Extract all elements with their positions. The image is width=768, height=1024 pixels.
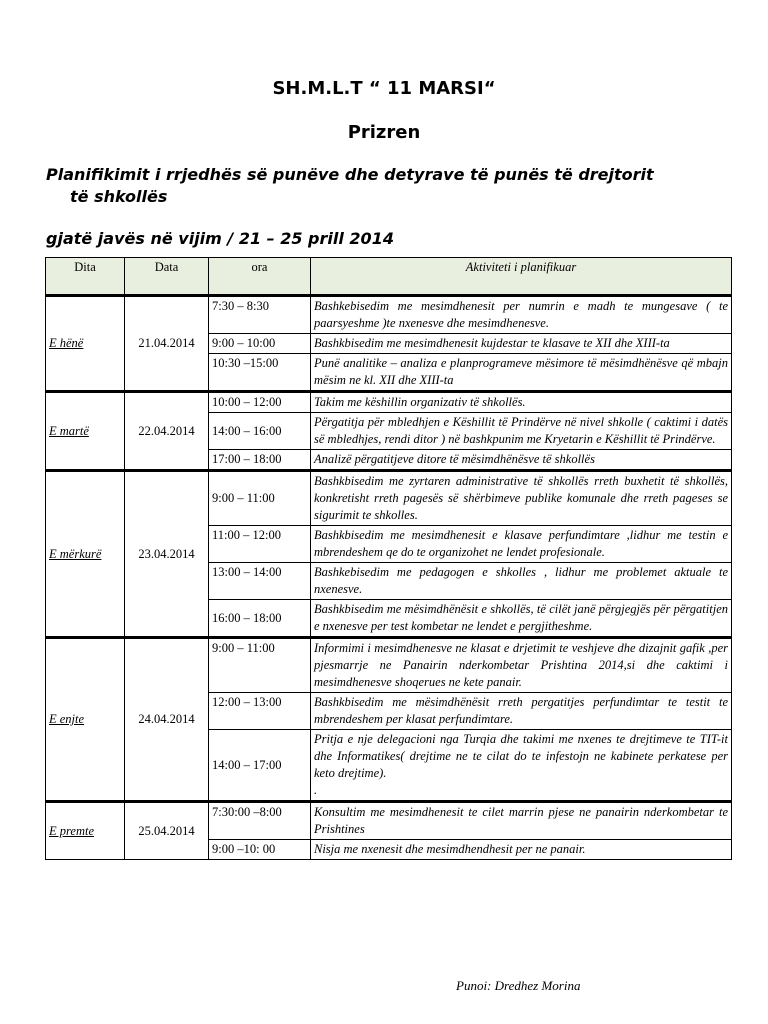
time-cell: 9:00 – 10:00 <box>209 334 311 354</box>
activity-cell <box>311 730 732 802</box>
time-cell: 13:00 – 14:00 <box>209 563 311 600</box>
time-cell: 14:00 – 16:00 <box>209 413 311 450</box>
activity-cell: Informimi i mesimdhenesve ne klasat e drjetimit te veshjeve dhe dizajnit gafik ,per pjesmarrje ne Panairin nderkombetar Prishtina 2014,si dhe caktimi i mesimdhenesve shoqerues ne kete panair. <box>311 638 732 693</box>
activity-text: Pritja e nje delegacioni nga Turqia dhe takimi me nxenes te drejtimeve te TIT-it dhe Informatikes( drejtime ne te cilat do te infestojn ne kabinete perkatese per keto drejtime). <box>314 732 728 780</box>
activity-cell: Bashkebisedim me pedagogen e shkolles , lidhur me problemet aktuale te nxenesve. <box>311 563 732 600</box>
city-title: Prizren <box>347 122 421 143</box>
activity-cell: Përgatitja për mbledhjen e Këshillit të Prindërve në nivel shkolle ( caktimi i datës së mbledhjes, rendi ditor ) në bashkpunim me Kryetarin e Këshillit të Prindërve. <box>311 413 732 450</box>
time-cell: 16:00 – 18:00 <box>209 600 311 638</box>
schedule-table <box>45 257 732 860</box>
activity-cell: Bashkebisedim me mesimdhenesit per numrin e madh te mungesave ( te paarsyeshme )te nxenesve dhe mesimdhenesve. <box>311 296 732 334</box>
activity-cell: Bashkbisedim me mësimdhënësit e shkollës, të cilët janë përgjegjës për përgatitjen e nxenesve per test kombetar ne lendet e pergjitheshme. <box>311 600 732 638</box>
day-cell: E premte <box>46 802 125 860</box>
activity-cell: Konsultim me mesimdhenesit te cilet marrin pjese ne panairin nderkombetar te Prishtines <box>311 802 732 840</box>
time-cell: 10:00 – 12:00 <box>209 392 311 413</box>
time-cell: 9:00 –10: 00 <box>209 840 311 860</box>
time-cell: 12:00 – 13:00 <box>209 693 311 730</box>
activity-cell: Bashkbisedim me mesimdhenesit e klasave perfundimtare ,lidhur me testin e mbrendeshem qe do te organizohet ne lendet profesionale. <box>311 526 732 563</box>
time-cell: 7:30:00 –8:00 <box>209 802 311 840</box>
time-cell: 14:00 – 17:00 <box>209 730 311 802</box>
day-cell: E hënë <box>46 296 125 392</box>
activity-cell: Analizë përgatitjeve ditore të mësimdhënësve të shkollës <box>311 450 732 471</box>
week-heading: gjatë javës në vijim / 21 – 25 prill 2014 <box>46 229 394 248</box>
activity-cell: Bashkbisedim me mësimdhënësit rreth pergatitjes perfundimtar te testit te mbrendeshem per klasat perfundimtare. <box>311 693 732 730</box>
plan-heading-line1: Planifikimit i rrjedhës së punëve dhe detyrave të punës të drejtorit <box>46 165 654 184</box>
date-cell: 24.04.2014 <box>125 638 209 802</box>
time-cell: 11:00 – 12:00 <box>209 526 311 563</box>
day-cell: E martë <box>46 392 125 471</box>
table-row <box>46 296 732 334</box>
activity-cell: Punë analitike – analiza e planprogrameve mësimore të mësimdhënësve që mbajn mësim ne kl. XII dhe XIII-ta <box>311 354 732 392</box>
time-cell: 7:30 – 8:30 <box>209 296 311 334</box>
table-row <box>46 392 732 413</box>
date-cell: 21.04.2014 <box>125 296 209 392</box>
activity-cell: Bashkbisedim me mesimdhenesit kujdestar te klasave te XII dhe XIII-ta <box>311 334 732 354</box>
day-cell: E enjte <box>46 638 125 802</box>
column-header-time: ora <box>209 258 311 296</box>
activity-cell: Takim me këshillin organizativ të shkollës. <box>311 392 732 413</box>
table-row <box>46 802 732 840</box>
time-cell: 10:30 –15:00 <box>209 354 311 392</box>
table-row <box>46 638 732 693</box>
date-cell: 25.04.2014 <box>125 802 209 860</box>
day-cell: E mërkurë <box>46 471 125 638</box>
author-signature: Punoi: Dredhez Morina <box>456 978 581 993</box>
time-cell: 17:00 – 18:00 <box>209 450 311 471</box>
time-cell: 9:00 – 11:00 <box>209 638 311 693</box>
table-header-row <box>46 258 732 296</box>
activity-cell: Nisja me nxenesit dhe mesimdhendhesit per ne panair. <box>311 840 732 860</box>
plan-heading-line2: të shkollës <box>70 187 168 206</box>
plan-heading <box>46 164 736 208</box>
activity-cell: Bashkbisedim me zyrtaren administrative të shkollës rreth buxhetit të shkollës, konkretisht rreth pagesës së shërbimeve publike komunale dhe rreth pageses se sigurimit te shkolles. <box>311 471 732 526</box>
school-title: SH.M.L.T “ 11 MARSI“ <box>272 78 496 99</box>
activity-extra: . <box>314 783 318 797</box>
column-header-activity: Aktiviteti i planifikuar <box>311 258 732 296</box>
date-cell: 22.04.2014 <box>125 392 209 471</box>
table-row <box>46 471 732 526</box>
time-cell: 9:00 – 11:00 <box>209 471 311 526</box>
date-cell: 23.04.2014 <box>125 471 209 638</box>
column-header-day: Dita <box>46 258 125 296</box>
column-header-date: Data <box>125 258 209 296</box>
